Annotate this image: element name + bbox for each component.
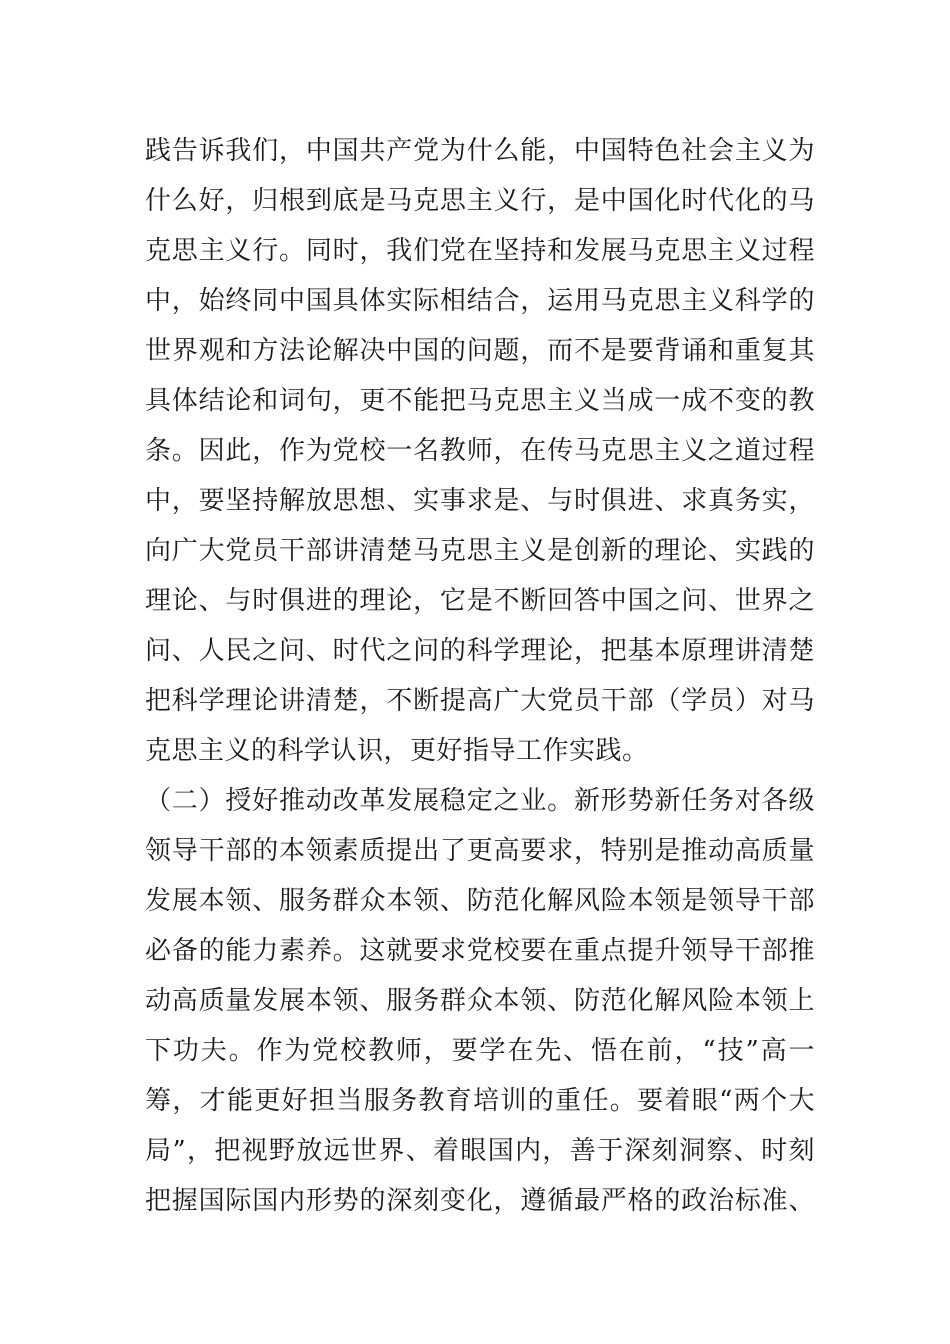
text-line: 发展本领、服务群众本领、防范化解风险本领是领导干部 [145,886,815,916]
text-line: 筹，才能更好担当服务教育培训的重任。要着眼“两个大 [145,1086,815,1116]
text-line: 把科学理论讲清楚，不断提高广大党员干部（学员）对马 [145,686,815,716]
text-line: 把握国际国内形势的深刻变化，遵循最严格的政治标准、 [145,1186,815,1216]
section-heading-line: （二）授好推动改革发展稳定之业。新形势新任务对各级 [145,786,815,816]
text-line: 必备的能力素养。这就要求党校要在重点提升领导干部推 [145,936,815,966]
text-line: 克思主义的科学认识，更好指导工作实践。 [145,736,649,766]
text-line: 理论、与时俱进的理论，它是不断回答中国之问、世界之 [145,586,815,616]
text-line: 下功夫。作为党校教师，要学在先、悟在前，“技”高一 [145,1036,815,1066]
text-line: 中，始终同中国具体实际相结合，运用马克思主义科学的 [145,286,815,316]
text-line: 什么好，归根到底是马克思主义行，是中国化时代化的马 [145,186,815,216]
text-line: 世界观和方法论解决中国的问题，而不是要背诵和重复其 [145,336,815,366]
text-line: 问、人民之问、时代之问的科学理论，把基本原理讲清楚 [145,636,815,666]
text-line: 条。因此，作为党校一名教师，在传马克思主义之道过程 [145,436,815,466]
text-line: 动高质量发展本领、服务群众本领、防范化解风险本领上 [145,986,815,1016]
body-text [145,126,815,1226]
text-line: 克思主义行。同时，我们党在坚持和发展马克思主义过程 [145,236,815,266]
text-line: 领导干部的本领素质提出了更高要求，特别是推动高质量 [145,836,815,866]
text-line: 向广大党员干部讲清楚马克思主义是创新的理论、实践的 [145,536,815,566]
text-line: 践告诉我们，中国共产党为什么能，中国特色社会主义为 [145,136,815,166]
text-line: 局”，把视野放远世界、着眼国内，善于深刻洞察、时刻 [145,1136,815,1166]
text-line: 具体结论和词句，更不能把马克思主义当成一成不变的教 [145,386,815,416]
text-line: 中，要坚持解放思想、实事求是、与时俱进、求真务实， [145,486,815,516]
